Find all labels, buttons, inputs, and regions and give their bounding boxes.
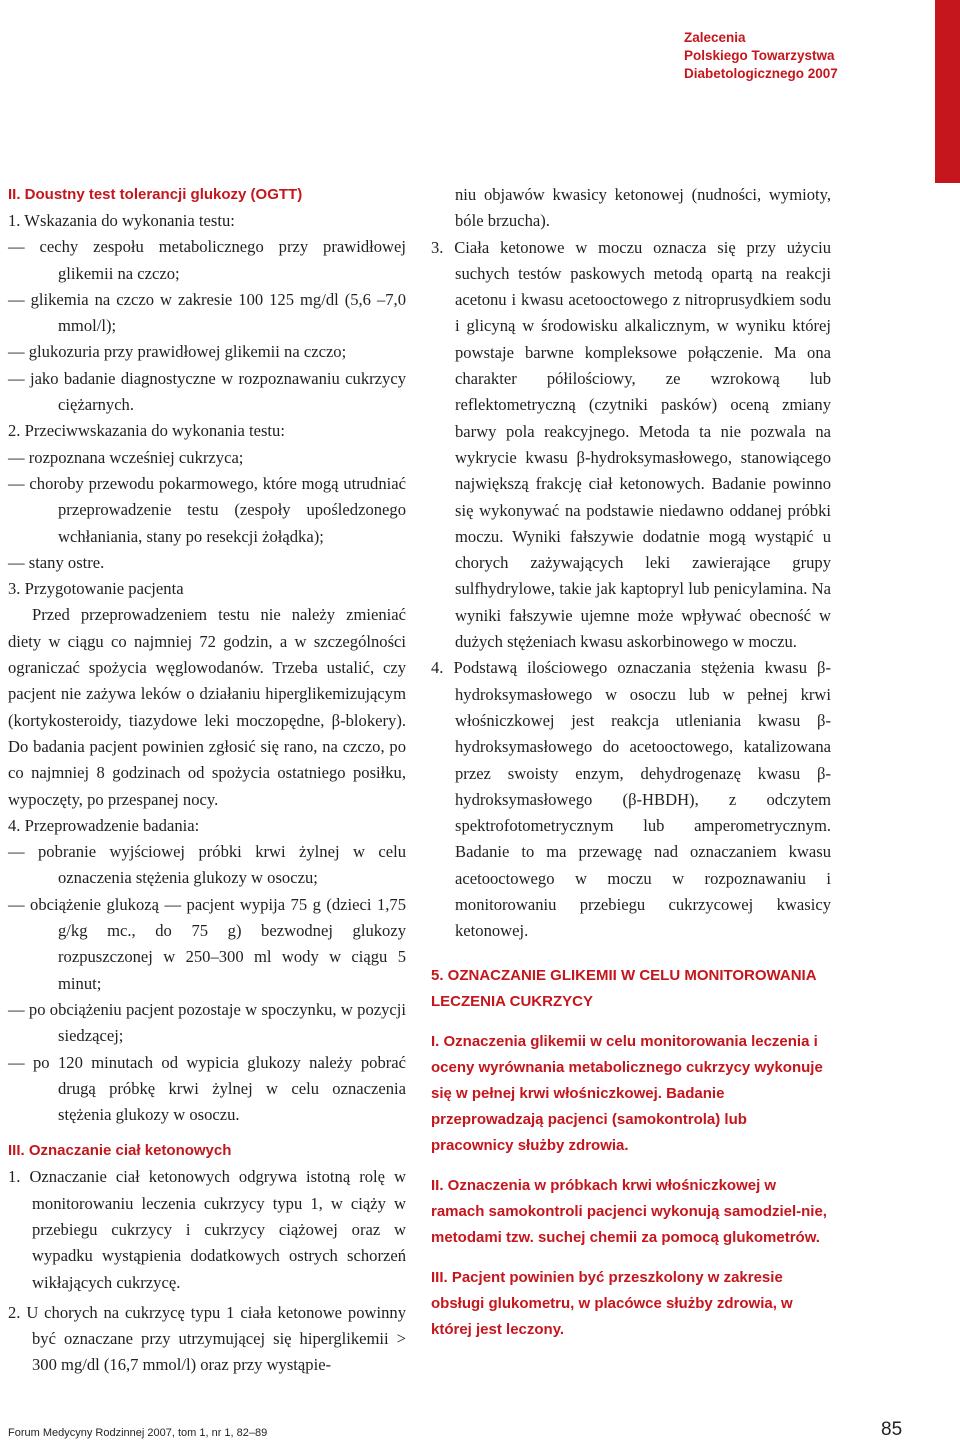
- ogtt-item-2-bullet: — rozpoznana wcześniej cukrzyca;: [8, 447, 244, 467]
- ogtt-item-1-bullet: — glikemia na czczo w zakresie 100 125 mg/dl (5,6 –7,0 mmol/l);: [8, 289, 406, 336]
- ogtt-item-4-bullet: — po 120 minutach od wypicia glukozy należy pobrać drugą próbkę krwi żylnej w celu oznaczenia stężenia glukozy w osoczu.: [8, 1052, 406, 1125]
- ogtt-item-1: 1. Wskazania do wykonania testu:: [8, 211, 235, 230]
- ogtt-item-4-bullet: — pobranie wyjściowej próbki krwi żylnej w celu oznaczenia stężenia glukozy w osoczu;: [8, 842, 406, 888]
- ogtt-item-4-bullet: — po obciążeniu pacjent pozostaje w spoczynku, w pozycji siedzącej;: [8, 999, 406, 1046]
- ketone-item-2: 2. U chorych na cukrzycę typu 1 ciała ketonowe powinny być oznaczane przy utrzymującej się hiperglikemii > 300 mg/dl (16,7 mmol/l) oraz przy wystąpie-: [8, 1302, 406, 1375]
- recommendation-2: II. Oznaczenia w próbkach krwi włośniczkowej w ramach samokontroli pacjenci wykonują samodziel-nie, metodami tzw. suchej chemii za pomocą glukometrów.: [431, 1176, 827, 1246]
- ogtt-item-3-text: Przed przeprowadzeniem testu nie należy zmieniać diety w ciągu co najmniej 72 godzin, a w szczególności ograniczać spożycia węglowodanów. Trzeba ustalić, czy pacjent nie zażywa leków o działaniu hiperglikemizującym (kortykosteroidy, tiazydowe leki moczopędne, β-blokery). Do badania pacjent powinien zgłosić się rano, na czczo, po co najmniej 8 godzinach od spożycia ostatniego posiłku, wypoczęty, po przespanej nocy.: [8, 605, 406, 809]
- ketone-item-2-continuation: niu objawów kwasicy ketonowej (nudności, wymioty, bóle brzucha).: [455, 185, 831, 231]
- ogtt-item-1-bullet: — glukozuria przy prawidłowej glikemii na czczo;: [8, 342, 347, 362]
- section-5-heading: 5. OZNACZANIE GLIKEMII W CELU MONITOROWANIA LECZENIA CUKRZYCY: [431, 966, 816, 1010]
- left-column: [8, 182, 406, 1379]
- recommendation-1: I. Oznaczenia glikemii w celu monitorowania leczenia i oceny wyrównania metabolicznego cukrzycy wykonuje się w pełnej krwi włośniczkowej. Badanie przeprowadzają pacjenci (samokontrola) lub pracownicy służby zdrowia.: [431, 1032, 823, 1154]
- running-header: [684, 29, 924, 83]
- ogtt-item-1-bullet: — cechy zespołu metabolicznego przy prawidłowej glikemii na czczo;: [8, 237, 406, 283]
- ogtt-item-4-bullet: — obciążenie glukozą — pacjent wypija 75 g (dzieci 1,75 g/kg mc., do 75 g) bezwodnej glukozy rozpuszczonej w 250–300 ml wody w ciągu 5 minut;: [8, 894, 406, 993]
- recommendation-3: III. Pacjent powinien być przeszkolony w zakresie obsługi glukometru, w placówce służby zdrowia, w której jest leczony.: [431, 1268, 793, 1338]
- right-column: [431, 182, 831, 1343]
- ketone-heading: III. Oznaczanie ciał ketonowych: [8, 1142, 232, 1160]
- ogtt-item-2-bullet: — stany ostre.: [8, 552, 105, 572]
- page-number: 85: [881, 1419, 903, 1440]
- ogtt-item-2-bullet: — choroby przewodu pokarmowego, które mogą utrudniać przeprowadzenie testu (zespoły upośledzonego wchłaniania, stany po resekcji żołądka);: [8, 473, 406, 546]
- ogtt-heading: II. Doustny test tolerancji glukozy (OGTT): [8, 186, 303, 203]
- header-line-2: Polskiego Towarzystwa: [684, 48, 835, 63]
- ogtt-item-2: 2. Przeciwwskazania do wykonania testu:: [8, 421, 285, 441]
- ketone-item-3: 3. Ciała ketonowe w moczu oznacza się przy użyciu suchych testów paskowych metodą opartą na reakcji acetonu i kwasu acetooctowego z nitroprusydkiem sodu i glicyną w środowisku alkalicznym, w wyniku której powstaje barwne kompleksowe połączenie. Ma ona charakter półilościowy, ze wzrokową lub reflektometryczną (czytniki pasków) oceną zmiany barwy pola reakcyjnego. Metoda ta nie pozwala na wykrycie kwasu β-hydroksymasłowego, stanowiącego największą frakcję ciał ketonowych. Badanie powinno się wykonywać na podstawie niedawno oddanej próbki moczu. Wyniki fałszywie dodatnie mogą wystąpić u chorych zażywających leki zawierające grupy sulfhydrylowe, takie jak kaptopryl lub penicylamina. Na wyniki fałszywie ujemne może wpływać obecność w dużych stężeniach kwasu askorbinowego w moczu.: [431, 237, 831, 652]
- ketone-item-1: 1. Oznaczanie ciał ketonowych odgrywa istotną rolę w monitorowaniu leczenia cukrzycy typu 1, w ciąży w przebiegu cukrzycy i cukrzycy ciążowej oraz w wypadku wystąpienia dodatkowych ostrych schorzeń wikłających cukrzycę.: [8, 1167, 406, 1292]
- journal-citation: Forum Medycyny Rodzinnej 2007, tom 1, nr 1, 82–89: [8, 1427, 268, 1439]
- header-line-1: Zalecenia: [684, 30, 746, 45]
- ogtt-item-1-bullet: — jako badanie diagnostyczne w rozpoznawaniu cukrzycy ciężarnych.: [8, 368, 406, 415]
- ogtt-item-3: 3. Przygotowanie pacjenta: [8, 579, 184, 599]
- ogtt-item-4: 4. Przeprowadzenie badania:: [8, 815, 200, 835]
- header-line-3: Diabetologicznego 2007: [684, 66, 838, 81]
- ketone-item-4: 4. Podstawą ilościowego oznaczania stężenia kwasu β-hydroksymasłowego w osoczu lub w pełnej krwi włośniczkowej jest reakcja utleniania kwasu β-hydroksymasłowego do acetooctowego, katalizowana przez swoisty enzym, dehydrogenazę kwasu β-hydroksymasłowego (β-HBDH), z odczytem spektrofotometrycznym lub amperometrycznym. Badanie to ma przewagę nad oznaczaniem kwasu acetooctowego w moczu w rozpoznawaniu i monitorowaniu przebiegu cukrzycowej kwasicy ketonowej.: [431, 658, 831, 941]
- header-accent-bar: [935, 0, 960, 183]
